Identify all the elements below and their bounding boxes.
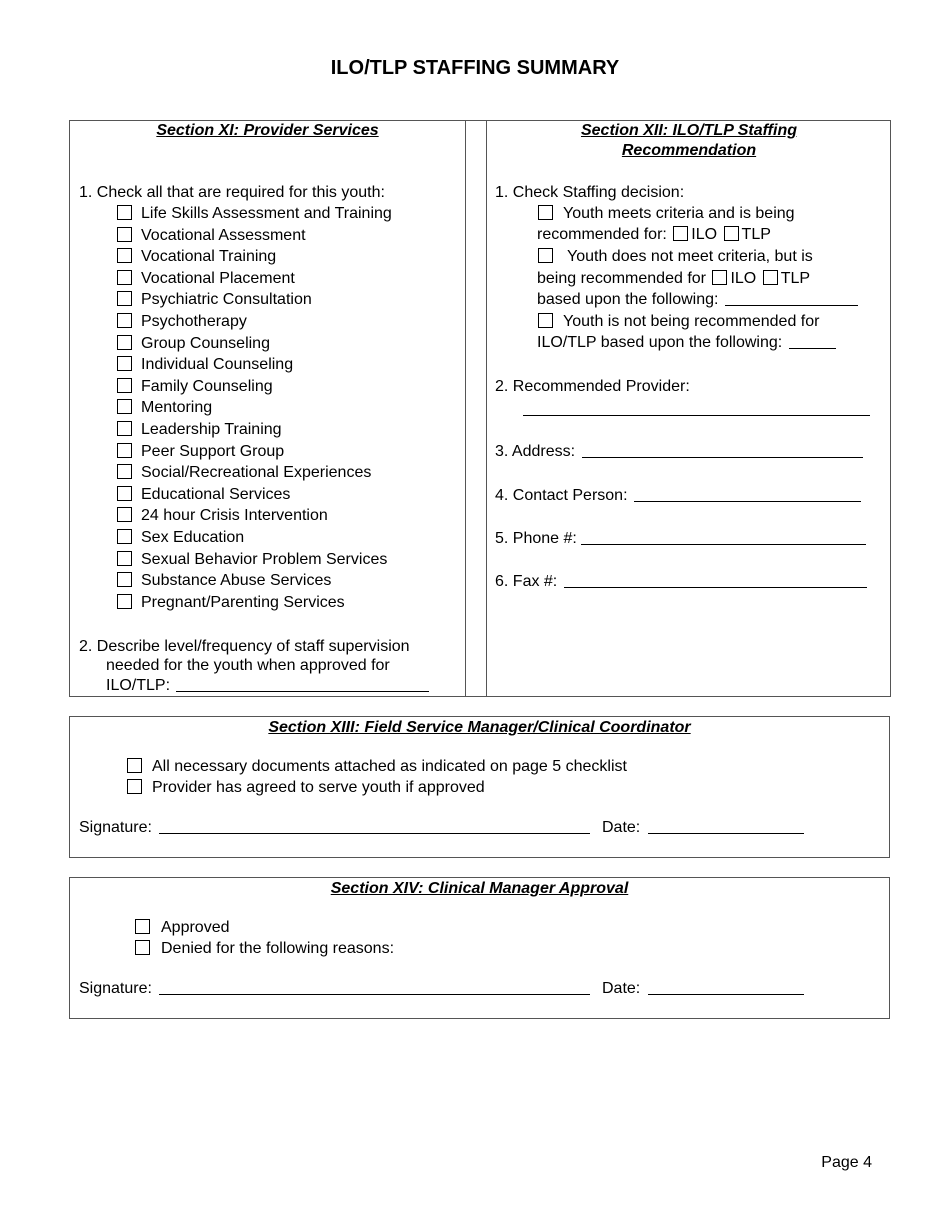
provider-service-checkbox[interactable]	[117, 248, 132, 263]
section-xii-heading-line2: Recommendation	[621, 142, 757, 159]
option-not-recommended-line2	[537, 333, 836, 353]
fsm-date-label: Date:	[602, 819, 641, 836]
address-label: 3. Address:	[495, 443, 576, 460]
provider-service-label: Group Counseling	[141, 335, 270, 352]
provider-service-label: Individual Counseling	[141, 356, 294, 373]
phone-field[interactable]	[581, 530, 866, 545]
provider-agreed-row	[127, 778, 485, 798]
fsm-signature-label: Signature:	[79, 819, 152, 836]
provider-service-item	[117, 355, 293, 375]
provider-service-checkbox[interactable]	[117, 594, 132, 609]
provider-service-label: Psychiatric Consultation	[141, 291, 312, 308]
documents-attached-checkbox[interactable]	[127, 758, 142, 773]
provider-service-item	[117, 398, 212, 418]
fsm-signature-field[interactable]	[159, 819, 590, 834]
option-meets-criteria	[538, 204, 795, 224]
meets-criteria-label: Youth meets criteria and is being	[563, 205, 795, 222]
section-xi-question-2-line2: needed for the youth when approved for	[106, 657, 390, 674]
provider-service-item	[117, 290, 312, 310]
approved-row	[135, 918, 230, 938]
provider-service-item	[117, 420, 282, 440]
fsm-signature-row	[79, 818, 590, 838]
option-does-not-meet	[538, 247, 813, 267]
provider-service-item	[117, 269, 295, 289]
based-upon-label: based upon the following:	[537, 291, 719, 308]
section-xi-heading: Section XI: Provider Services	[156, 122, 379, 139]
meets-ilo-checkbox[interactable]	[673, 226, 688, 241]
provider-service-item	[117, 485, 290, 505]
phone-label: 5. Phone #:	[495, 530, 577, 547]
meets-ilo-label: ILO	[691, 226, 718, 243]
provider-service-checkbox[interactable]	[117, 572, 132, 587]
recommended-for-label: recommended for:	[537, 226, 667, 243]
provider-service-checkbox[interactable]	[117, 378, 132, 393]
option-does-not-meet-line3	[537, 290, 858, 310]
supervision-field[interactable]	[176, 677, 429, 692]
provider-service-checkbox[interactable]	[117, 291, 132, 306]
provider-agreed-checkbox[interactable]	[127, 779, 142, 794]
meets-criteria-checkbox[interactable]	[538, 205, 553, 220]
recommended-provider-field[interactable]	[523, 415, 870, 416]
based-upon-field[interactable]	[725, 291, 858, 306]
provider-service-item	[117, 571, 331, 591]
provider-service-label: Psychotherapy	[141, 313, 247, 330]
provider-service-checkbox[interactable]	[117, 335, 132, 350]
provider-service-label: Family Counseling	[141, 378, 273, 395]
cm-signature-label: Signature:	[79, 980, 152, 997]
provider-service-label: Sexual Behavior Problem Services	[141, 551, 388, 568]
not-meet-tlp-checkbox[interactable]	[763, 270, 778, 285]
section-xii-question-1: 1. Check Staffing decision:	[495, 184, 685, 201]
provider-service-item	[117, 442, 284, 462]
address-field[interactable]	[582, 443, 863, 458]
provider-service-item	[117, 506, 328, 526]
provider-service-checkbox[interactable]	[117, 227, 132, 242]
provider-service-checkbox[interactable]	[117, 205, 132, 220]
option-not-recommended	[538, 312, 819, 332]
provider-service-checkbox[interactable]	[117, 356, 132, 371]
provider-service-item	[117, 312, 247, 332]
contact-person-row	[495, 486, 861, 506]
fax-field[interactable]	[564, 573, 867, 588]
fsm-date-field[interactable]	[648, 819, 804, 834]
provider-service-label: Vocational Assessment	[141, 227, 306, 244]
column-divider-right	[486, 120, 487, 697]
documents-attached-label: All necessary documents attached as indicated on page 5 checklist	[152, 758, 627, 775]
not-meet-tlp-label: TLP	[780, 270, 811, 287]
option-meets-criteria-line2	[537, 225, 771, 245]
does-not-meet-checkbox[interactable]	[538, 248, 553, 263]
provider-service-checkbox[interactable]	[117, 313, 132, 328]
denied-label: Denied for the following reasons:	[161, 940, 395, 957]
provider-service-checkbox[interactable]	[117, 551, 132, 566]
fax-label: 6. Fax #:	[495, 573, 558, 590]
recommended-provider-label: 2. Recommended Provider:	[495, 378, 690, 395]
provider-service-label: Vocational Placement	[141, 270, 295, 287]
provider-agreed-label: Provider has agreed to serve youth if approved	[152, 779, 485, 796]
not-recommended-reason-field[interactable]	[789, 334, 836, 349]
supervision-label: ILO/TLP:	[106, 677, 171, 694]
provider-service-checkbox[interactable]	[117, 486, 132, 501]
provider-service-item	[117, 204, 392, 224]
provider-service-label: Pregnant/Parenting Services	[141, 594, 345, 611]
not-recommended-checkbox[interactable]	[538, 313, 553, 328]
meets-tlp-checkbox[interactable]	[724, 226, 739, 241]
documents-attached-row	[127, 757, 627, 777]
address-row	[495, 442, 863, 462]
phone-row	[495, 529, 866, 549]
not-meet-ilo-checkbox[interactable]	[712, 270, 727, 285]
cm-date-row	[602, 979, 804, 999]
cm-signature-field[interactable]	[159, 980, 590, 995]
cm-date-field[interactable]	[648, 980, 804, 995]
provider-service-label: Mentoring	[141, 399, 213, 416]
section-xi-question-1: 1. Check all that are required for this youth:	[79, 184, 385, 201]
provider-service-item	[117, 463, 371, 483]
provider-service-label: 24 hour Crisis Intervention	[141, 507, 328, 524]
section-xi-question-2-line3	[106, 676, 429, 696]
provider-service-item	[117, 593, 345, 613]
provider-service-label: Social/Recreational Experiences	[141, 464, 372, 481]
provider-service-checkbox[interactable]	[117, 270, 132, 285]
provider-service-label: Leadership Training	[141, 421, 282, 438]
approved-checkbox[interactable]	[135, 919, 150, 934]
fsm-date-row	[602, 818, 804, 838]
provider-service-label: Educational Services	[141, 486, 291, 503]
not-meet-ilo-label: ILO	[730, 270, 757, 287]
provider-service-checkbox[interactable]	[117, 464, 132, 479]
provider-service-label: Sex Education	[141, 529, 245, 546]
section-xi-question-2-line1: 2. Describe level/frequency of staff supervision	[79, 638, 410, 655]
provider-service-item	[117, 334, 270, 354]
not-recommended-reason-label: ILO/TLP based upon the following:	[537, 334, 783, 351]
does-not-meet-label: Youth does not meet criteria, but is	[567, 248, 813, 265]
provider-service-checkbox[interactable]	[117, 529, 132, 544]
column-divider-left	[465, 120, 466, 697]
provider-service-label: Vocational Training	[141, 248, 277, 265]
section-xiii-heading: Section XIII: Field Service Manager/Clinical Coordinator	[268, 719, 691, 736]
contact-person-field[interactable]	[634, 487, 861, 502]
provider-service-item	[117, 377, 273, 397]
provider-service-checkbox[interactable]	[117, 507, 132, 522]
cm-signature-row	[79, 979, 590, 999]
provider-service-label: Peer Support Group	[141, 443, 285, 460]
page-title: ILO/TLP STAFFING SUMMARY	[330, 57, 620, 79]
provider-service-item	[117, 550, 387, 570]
section-xiv-heading: Section XIV: Clinical Manager Approval	[330, 880, 629, 897]
denied-checkbox[interactable]	[135, 940, 150, 955]
provider-service-checkbox[interactable]	[117, 421, 132, 436]
provider-service-item	[117, 528, 244, 548]
provider-service-item	[117, 247, 276, 267]
provider-service-label: Life Skills Assessment and Training	[141, 205, 392, 222]
option-does-not-meet-line2	[537, 269, 810, 289]
provider-service-item	[117, 226, 306, 246]
provider-service-checkbox[interactable]	[117, 443, 132, 458]
contact-person-label: 4. Contact Person:	[495, 487, 628, 504]
not-recommended-label: Youth is not being recommended for	[563, 313, 820, 330]
approved-label: Approved	[161, 919, 230, 936]
being-recommended-label: being recommended for	[537, 270, 706, 287]
section-xii-heading-line1: Section XII: ILO/TLP Staffing	[580, 122, 797, 139]
cm-date-label: Date:	[602, 980, 641, 997]
provider-service-checkbox[interactable]	[117, 399, 132, 414]
denied-row	[135, 939, 394, 959]
page-number: Page 4	[821, 1154, 872, 1171]
meets-tlp-label: TLP	[741, 226, 771, 243]
provider-service-label: Substance Abuse Services	[141, 572, 332, 589]
fax-row	[495, 572, 867, 592]
